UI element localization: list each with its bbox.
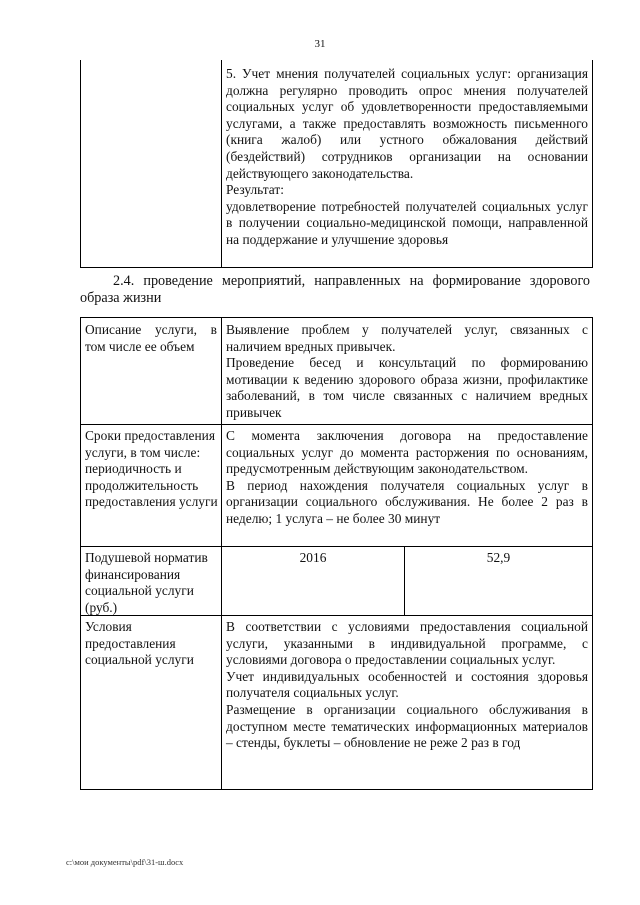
description-line: Выявление проблем у получателей услуг, связанных с наличием вредных привычек. (226, 322, 588, 354)
quality-item-text: 5. Учет мнения получателей социальных услуг: организация должна регулярно проводить опрос мнения получателей социальных услуг об удовлетворенности предоставляемыми услугами, а также предоставлять возможность письменного (книга жалоб) или устного обжалования действий (бездействий) сотрудников организации на основании действующего законодательства. (226, 66, 588, 181)
result-text: удовлетворение потребностей получателей социальных услуг в получении социально-медицинской помощи, направленной на поддержание и улучшение здоровья (226, 198, 588, 247)
conditions-line: В соответствии с условиями предоставления социальной услуги, указанными в индивидуальной программе, с условиями договора о предоставлении социальных услуг. (226, 619, 588, 668)
section-heading-text: 2.4. проведение мероприятий, направленных на формирование здорового образа жизни (80, 273, 590, 306)
page-number: 31 (314, 38, 326, 50)
description-line: Проведение бесед и консультаций по формированию мотивации к ведению здорового образа жизни, профилактике заболеваний, в том числе связанных с наличием вредных привычек (226, 355, 588, 420)
terms-line: В период нахождения получателя социальных услуг в организации социального обслуживания. Не более 2 раз в неделю; 1 услуга – не более 30 минут (226, 477, 588, 526)
financing-amount: 52,9 (486, 550, 511, 565)
footer-file-path: c:\мои документы\pdf\31-ш.docx (66, 857, 184, 867)
conditions-line: Размещение в организации социального обслуживания в доступном месте тематических информационных материалов – стенды, буклеты – обновление не реже 2 раз в год (226, 701, 588, 751)
row-terms-content (226, 428, 588, 528)
row-financing-label: Подушевой норматив финансирования социальной услуги (руб.) (85, 550, 208, 615)
row-conditions-label: Условия предоставления социальной услуги (85, 619, 194, 668)
row-description-label: Описание услуги, в том числе ее объем (85, 322, 217, 354)
top-table-content (226, 66, 588, 249)
row-description-content (226, 322, 588, 422)
terms-line: С момента заключения договора на предоставление социальных услуг до момента расторжения по основаниям, предусмотренным действующим законодательством. (226, 428, 588, 477)
row-conditions-content (226, 619, 588, 752)
conditions-line: Учет индивидуальных особенностей и состояния здоровья получателя социальных услуг. (226, 668, 588, 701)
financing-year: 2016 (299, 550, 327, 565)
section-heading (80, 273, 590, 307)
row-terms-label: Сроки предоставления услуги, в том числе: периодичность и продолжительность предоставления услуги (85, 428, 218, 510)
result-label: Результат: (226, 182, 284, 198)
